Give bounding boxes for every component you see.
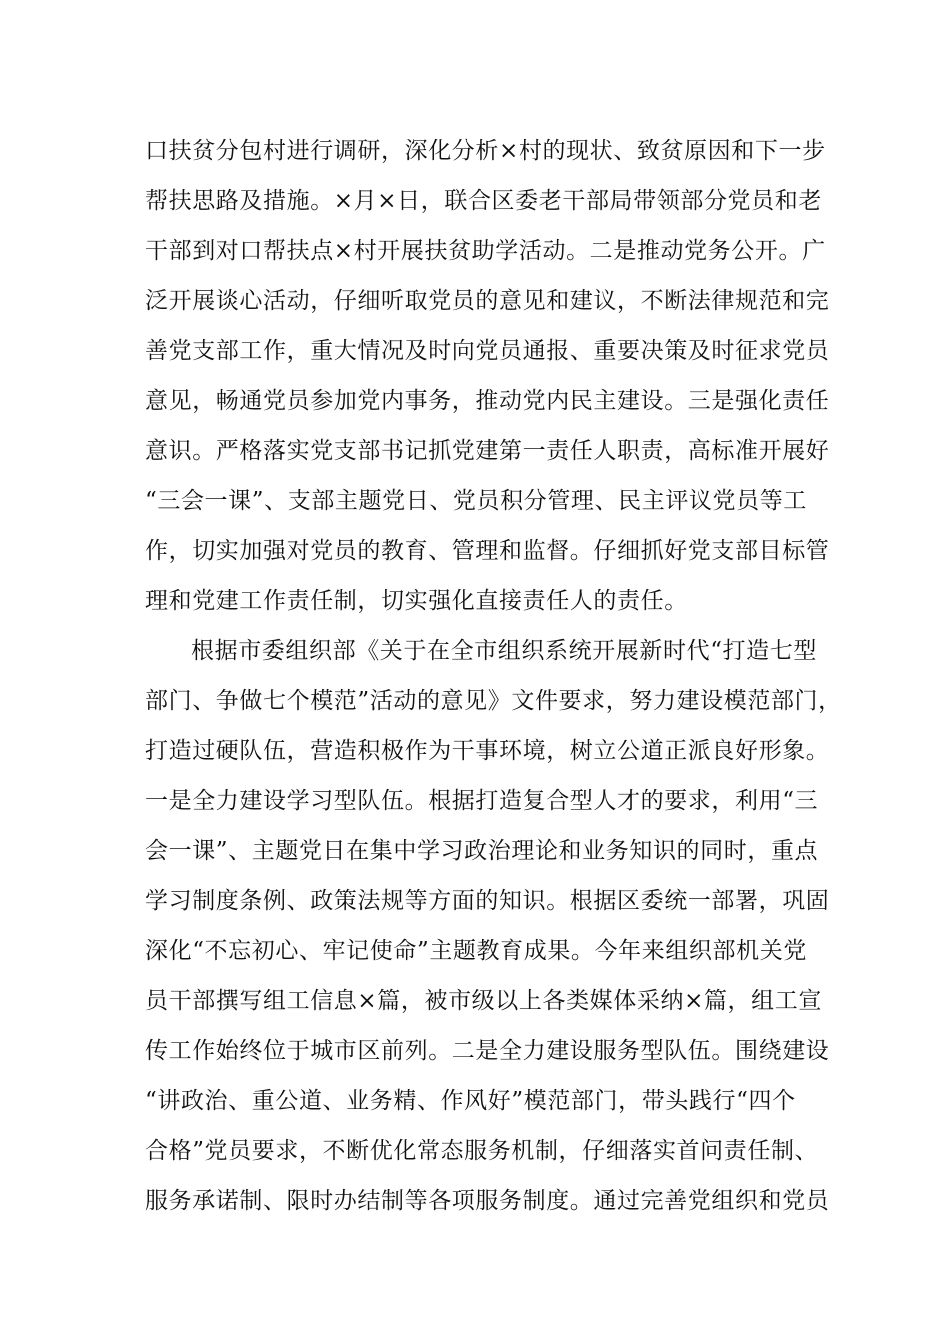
- paragraph-first-line: 根据市委组织部《关于在全市组织系统开展新时代“打造七型: [191, 638, 817, 664]
- text-line: 理和党建工作责任制，切实强化直接责任人的责任。: [145, 588, 688, 614]
- text-line: 会一课”、主题党日在集中学习政治理论和业务知识的同时，重点: [145, 838, 819, 864]
- text-line: 作，切实加强对党员的教育、管理和监督。仔细抓好党支部目标管: [145, 538, 830, 564]
- text-line: 口扶贫分包村进行调研，深化分析×村的现状、致贫原因和下一步: [145, 138, 826, 164]
- text-line: 一是全力建设学习型队伍。根据打造复合型人才的要求，利用“三: [145, 788, 819, 814]
- text-line: 泛开展谈心活动，仔细听取党员的意见和建议，不断法律规范和完: [145, 288, 830, 314]
- text-line: 学习制度条例、政策法规等方面的知识。根据区委统一部署，巩固: [145, 888, 830, 914]
- text-line: 传工作始终位于城市区前列。二是全力建设服务型队伍。围绕建设: [145, 1038, 830, 1064]
- text-line: 意见，畅通党员参加党内事务，推动党内民主建设。三是强化责任: [145, 388, 830, 414]
- text-line: 善党支部工作，重大情况及时向党员通报、重要决策及时征求党员: [145, 338, 830, 364]
- text-line: “讲政治、重公道、业务精、作风好”模范部门，带头践行“四个: [145, 1088, 796, 1114]
- text-line: “三会一课”、支部主题党日、党员积分管理、民主评议党员等工: [145, 488, 807, 514]
- text-line: 合格”党员要求，不断优化常态服务机制，仔细落实首问责任制、: [145, 1138, 819, 1164]
- text-line: 部门、争做七个模范”活动的意见》文件要求，努力建设模范部门，: [145, 688, 842, 714]
- text-line: 员干部撰写组工信息×篇，被市级以上各类媒体采纳×篇，组工宣: [145, 988, 822, 1014]
- text-line: 打造过硬队伍，营造积极作为干事环境，树立公道正派良好形象。: [145, 738, 830, 764]
- text-line: 帮扶思路及措施。×月×日，联合区委老干部局带领部分党员和老: [145, 188, 822, 214]
- text-line: 意识。严格落实党支部书记抓党建第一责任人职责，高标准开展好: [145, 438, 830, 464]
- text-line: 服务承诺制、限时办结制等各项服务制度。通过完善党组织和党员: [145, 1188, 830, 1214]
- document-body: [145, 126, 842, 1226]
- text-line: 干部到对口帮扶点×村开展扶贫助学活动。二是推动党务公开。广: [145, 238, 826, 264]
- text-line: 深化“不忘初心、牢记使命”主题教育成果。今年来组织部机关党: [145, 938, 807, 964]
